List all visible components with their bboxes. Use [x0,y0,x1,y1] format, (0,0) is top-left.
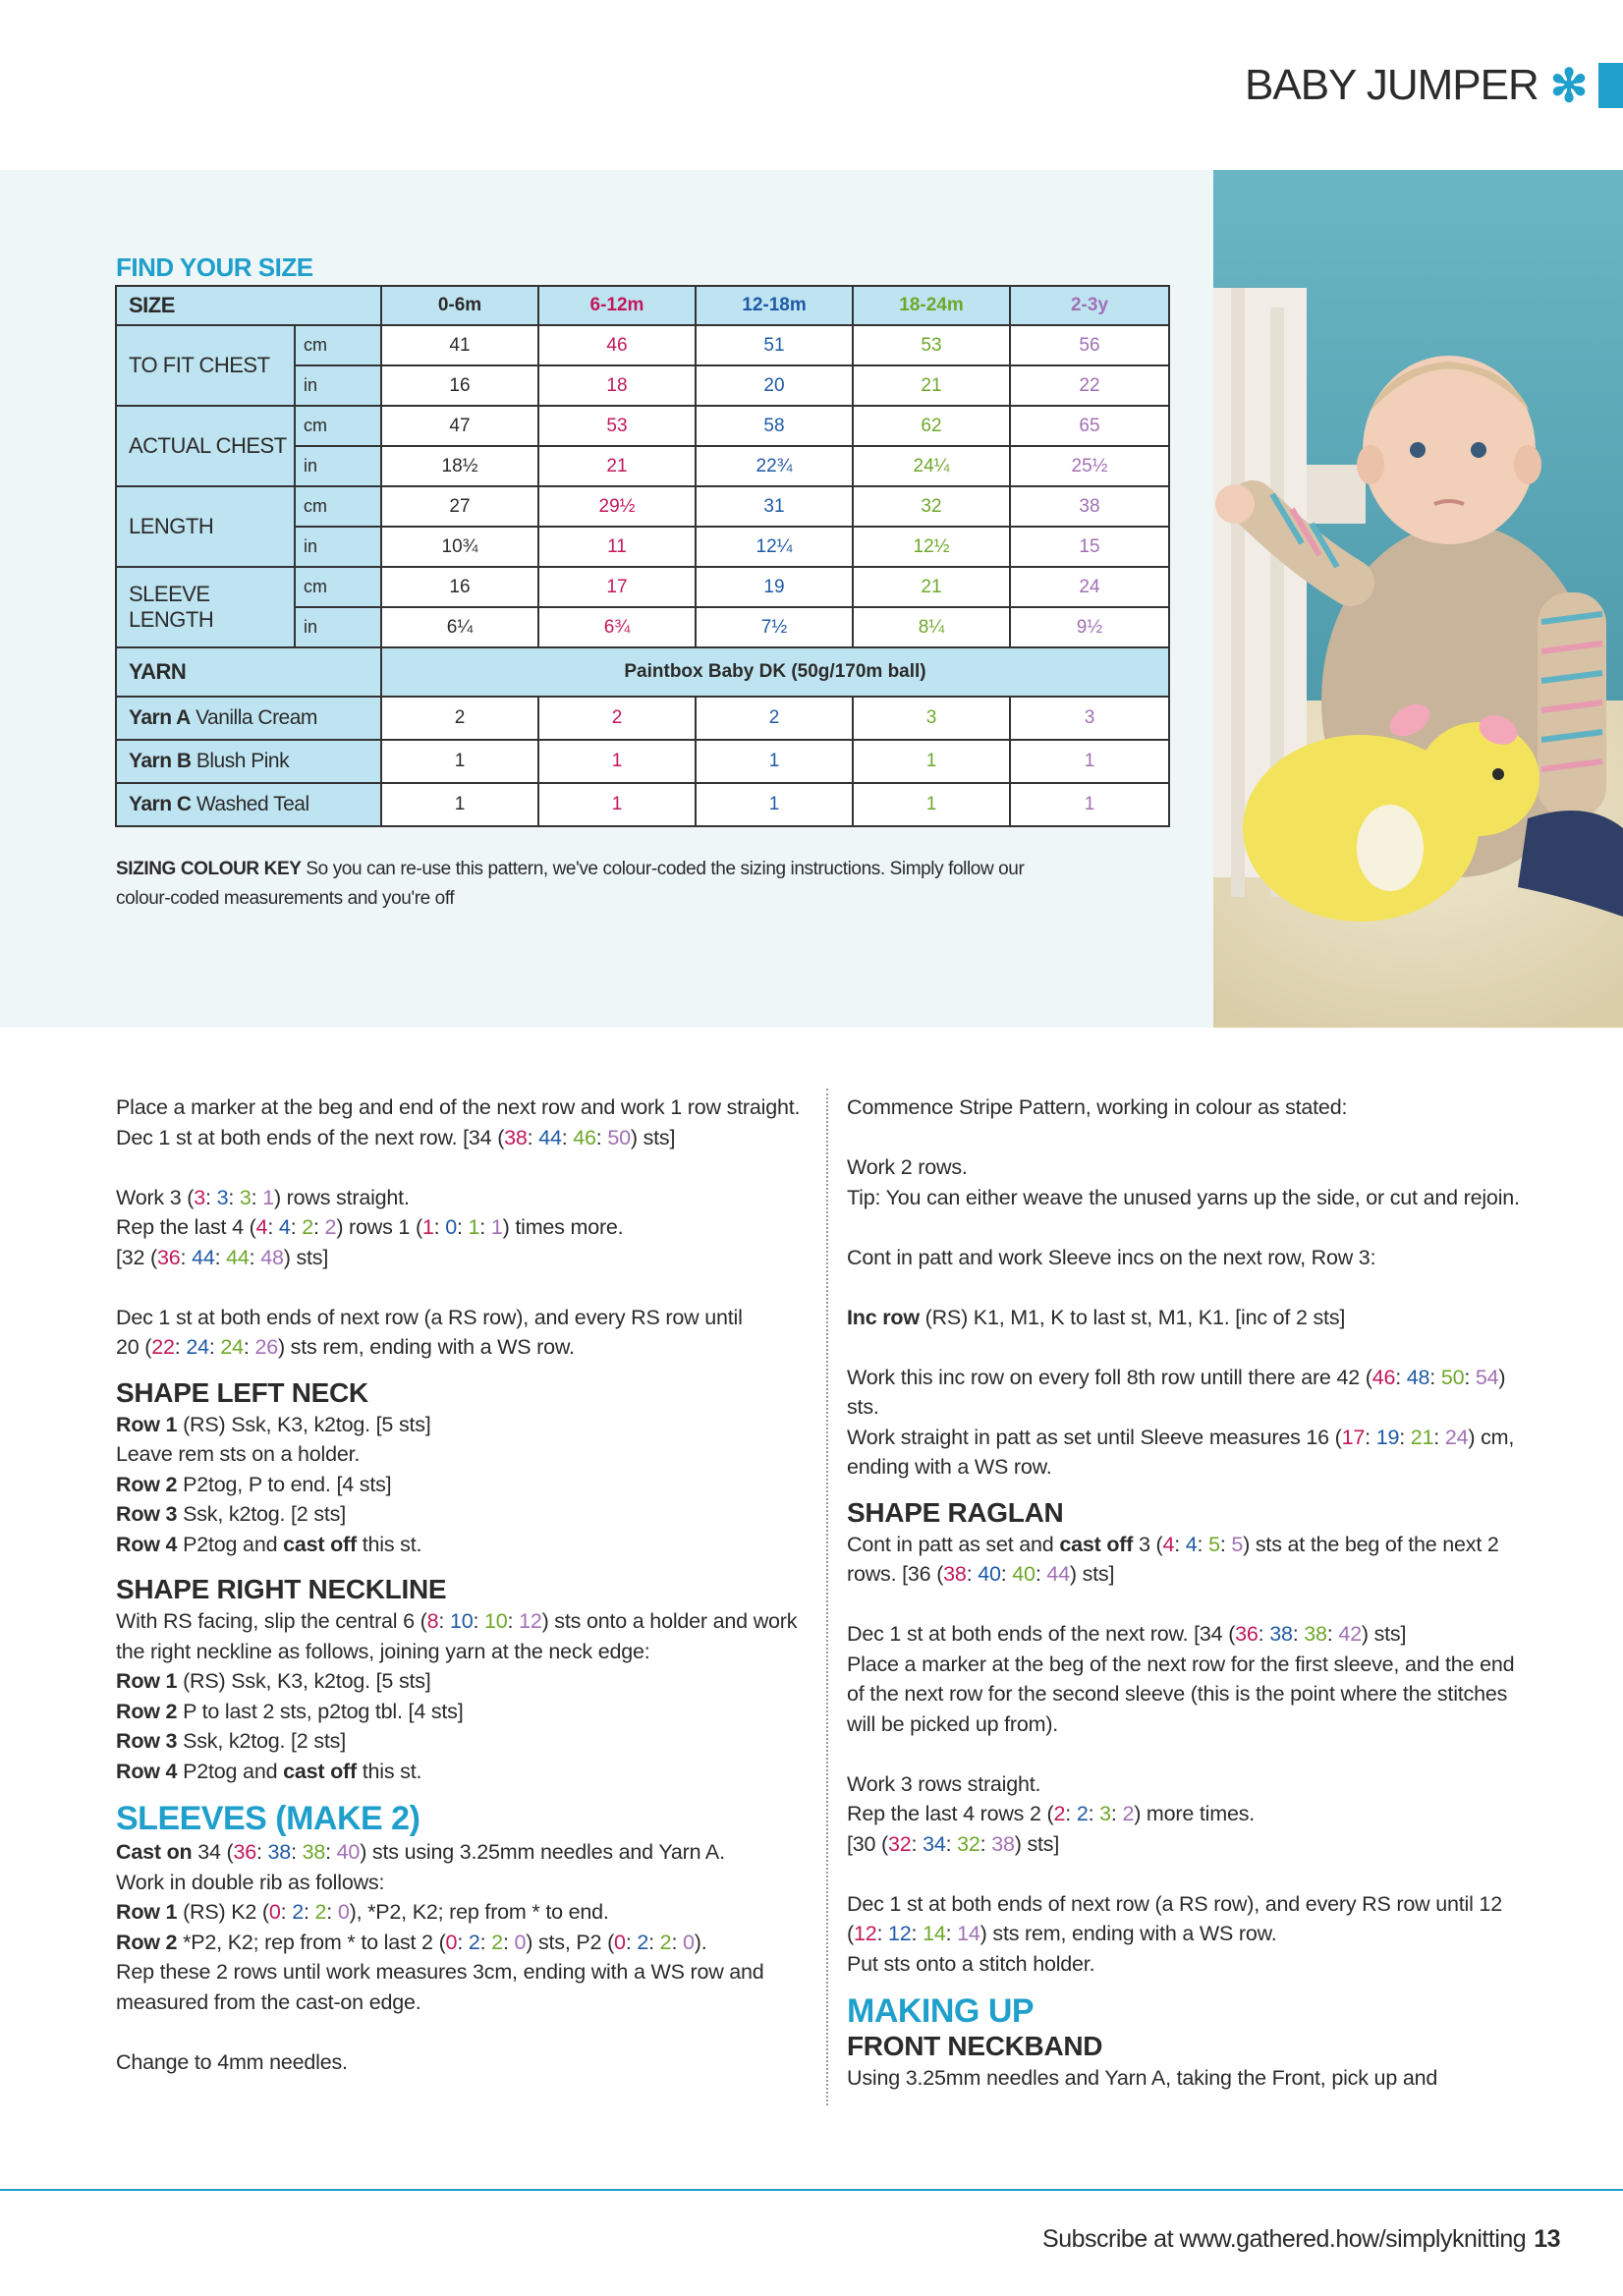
instruction-row: Row 2 P to last 2 sts, p2tog tbl. [4 sts] [116,1699,464,1723]
size-value: 2 [1076,1802,1089,1825]
table-cell: 1 [696,740,853,783]
table-cell: 15 [1010,527,1169,567]
size-value: 0 [682,1930,695,1954]
size-value: 22 [151,1335,175,1359]
table-cell: 1 [381,740,538,783]
size-value: 38 [943,1562,967,1586]
size-value: 50 [607,1125,631,1149]
table-cell: 2 [538,697,696,740]
size-value: 54 [1475,1365,1499,1389]
table-cell: 1 [381,783,538,826]
size-value: 8 [426,1609,439,1633]
size-column-header: 0-6m [381,286,538,325]
instruction-row: Inc row (RS) K1, M1, K to last st, M1, K1. [inc of 2 sts] [847,1305,1346,1329]
yarn-code: Yarn A [129,706,191,729]
size-value: 44 [1046,1562,1070,1586]
size-value: 44 [192,1245,215,1269]
table-cell: 29½ [538,486,696,527]
size-value: 38 [991,1831,1015,1856]
size-value: 44 [226,1245,250,1269]
page-title: BABY JUMPER [1245,61,1539,109]
size-value: 2 [324,1215,337,1239]
table-cell: 1 [1010,783,1169,826]
table-cell: 11 [538,527,696,567]
size-chart-title: FIND YOUR SIZE [116,252,313,282]
size-value: 1 [262,1185,274,1209]
yarn-name: Washed Teal [191,793,309,815]
size-sequence: 22: 24: 24: 26 [151,1335,278,1359]
size-sequence: 38: 40: 40: 44 [943,1562,1070,1586]
table-cell: 1 [853,783,1010,826]
size-value: 14 [957,1922,980,1945]
size-value: 42 [1338,1622,1362,1646]
page-number: 13 [1534,2225,1560,2253]
table-cell: 7½ [696,607,853,647]
size-value: 0 [268,1900,281,1924]
table-cell: 2 [696,697,853,740]
table-cell: 38 [1010,486,1169,527]
yarn-name: Vanilla Cream [190,706,317,729]
section-heading: SHAPE RAGLAN [847,1496,1064,1528]
table-cell: 2 [381,697,538,740]
sizing-colour-key [116,855,1079,914]
measurement-label: SLEEVE LENGTH [116,567,295,647]
size-sequence: 46: 48: 50: 54 [1371,1365,1499,1389]
paragraph: Cont in patt as set and cast off 3 (4: 4: 5: 5) sts at the beg of the next 2 rows. [36 (38: 40: 40: 44) sts] [847,1532,1499,1586]
table-cell: 53 [853,325,1010,365]
size-value: 21 [1410,1425,1434,1449]
section-heading: FRONT NECKBAND [847,2031,1103,2061]
size-value: 0 [337,1900,350,1924]
size-value: 38 [302,1840,326,1864]
size-value: 26 [254,1335,278,1359]
size-sequence: 1: 0: 1: 1 [421,1215,503,1239]
size-value: 17 [1341,1425,1366,1449]
table-cell: 16 [381,365,538,406]
tip-paragraph: Tip: You can either weave the unused yarns up the side, or cut and rejoin. [847,1185,1520,1209]
paragraph: Rep the last 4 (4: 4: 2: 2) rows 1 (1: 0: 1: 1) times more. [116,1215,624,1239]
size-header-label: SIZE [116,286,381,325]
paragraph: Using 3.25mm needles and Yarn A, taking the Front, pick up and [847,2066,1438,2090]
size-value: 2 [314,1900,327,1924]
footer-rule [0,2189,1623,2191]
size-value: 38 [267,1840,292,1864]
table-cell: 31 [696,486,853,527]
size-sequence: 12: 12: 14: 14 [853,1922,980,1945]
size-column-header: 12-18m [696,286,853,325]
table-cell: 51 [696,325,853,365]
yarn-header-label: YARN [116,647,381,697]
footer [1042,2225,1560,2254]
instruction-row: Cast on 34 (36: 38: 38: 40) sts using 3.25mm needles and Yarn A. [116,1840,725,1864]
yarn-label [116,697,381,740]
yarn-label [116,740,381,783]
table-cell: 58 [696,406,853,446]
table-cell: 1 [696,783,853,826]
size-value: 36 [1235,1622,1259,1646]
size-value: 40 [1012,1562,1035,1586]
size-value: 34 [923,1831,946,1856]
table-cell: 53 [538,406,696,446]
size-sequence: 4: 4: 5: 5 [1162,1532,1244,1556]
table-cell: 21 [853,567,1010,607]
table-cell: 18 [538,365,696,406]
left-column [116,1092,809,2077]
table-cell: 27 [381,486,538,527]
instruction-row: Row 1 (RS) Ssk, K3, k2tog. [5 sts] [116,1669,431,1693]
size-value: 1 [421,1215,434,1239]
size-value: 1 [490,1215,503,1239]
paragraph: Place a marker at the beg and end of the next row and work 1 row straight. [116,1095,801,1119]
size-value: 36 [233,1840,256,1864]
paragraph: With RS facing, slip the central 6 (8: 10: 10: 12) sts onto a holder and work the right neckline as follows, joining yarn at the neck edge: [116,1609,798,1663]
yarn-product: Paintbox Baby DK (50g/170m ball) [381,647,1169,697]
size-sequence: 2: 2: 3: 2 [1053,1802,1135,1825]
table-cell: 8¼ [853,607,1010,647]
table-cell: 9½ [1010,607,1169,647]
yarn-code: Yarn C [129,793,192,815]
table-cell: 21 [853,365,1010,406]
size-value: 24 [220,1335,244,1359]
size-value: 44 [538,1125,562,1149]
unit-cm: cm [295,567,381,607]
table-cell: 10¾ [381,527,538,567]
paragraph: Rep the last 4 rows 2 (2: 2: 3: 2) more times. [847,1802,1256,1825]
instruction-row: Row 3 Ssk, k2tog. [2 sts] [116,1729,346,1753]
unit-cm: cm [295,486,381,527]
paragraph: Work straight in patt as set until Sleeve measures 16 (17: 19: 21: 24) cm, ending with a WS row. [847,1425,1515,1479]
unit-in: in [295,365,381,406]
paragraph: Dec 1 st at both ends of next row (a RS row), and every RS row until [116,1305,743,1329]
size-value: 46 [573,1125,596,1149]
table-cell: 12¼ [696,527,853,567]
instruction-row: Row 3 Ssk, k2tog. [2 sts] [116,1502,346,1526]
size-value: 10 [484,1609,508,1633]
baby-photo-illustration [1213,170,1623,1028]
right-column [847,1092,1535,2094]
size-value: 38 [1304,1622,1327,1646]
size-value: 4 [1185,1532,1198,1556]
size-sequence: 38: 44: 46: 50 [504,1125,631,1149]
size-value: 40 [978,1562,1001,1586]
table-cell: 41 [381,325,538,365]
size-value: 14 [923,1922,946,1945]
size-sequence: 17: 19: 21: 24 [1341,1425,1469,1449]
size-sequence: 0: 2: 2: 0 [614,1930,695,1954]
yarn-name: Blush Pink [191,750,290,772]
table-cell: 22¾ [696,446,853,486]
table-cell: 21 [538,446,696,486]
asterisk-flower-icon: ✻ [1549,60,1589,111]
paragraph: Rep these 2 rows until work measures 3cm, ending with a WS row and measured from the cast-on edge. [116,1960,764,2014]
subscribe-link[interactable]: Subscribe at www.gathered.how/simplyknitting [1042,2225,1527,2253]
table-cell: 18½ [381,446,538,486]
size-value: 0 [445,1930,458,1954]
paragraph: 20 (22: 24: 24: 26) sts rem, ending with a WS row. [116,1335,575,1359]
size-value: 2 [1122,1802,1135,1825]
size-value: 12 [519,1609,542,1633]
paragraph: Work in double rib as follows: [116,1870,385,1894]
size-sequence: 36: 38: 38: 42 [1235,1622,1362,1646]
baby-photo [1213,170,1623,1028]
instruction-row: Row 2 *P2, K2; rep from * to last 2 (0: 2: 2: 0) sts, P2 (0: 2: 2: 0). [116,1930,707,1954]
size-sequence: 36: 38: 38: 40 [233,1840,361,1864]
header-title-box [1235,60,1598,111]
table-cell: 3 [1010,697,1169,740]
paragraph: Change to 4mm needles. [116,2049,348,2074]
paragraph: Commence Stripe Pattern, working in colour as stated: [847,1095,1348,1119]
size-sequence: 8: 10: 10: 12 [426,1609,542,1633]
section-heading: SHAPE LEFT NECK [116,1376,368,1408]
size-value: 46 [1371,1365,1396,1389]
instruction-row: Row 2 P2tog, P to end. [4 sts] [116,1472,392,1496]
size-value: 2 [292,1900,304,1924]
size-value: 2 [468,1930,480,1954]
unit-in: in [295,607,381,647]
size-value: 0 [445,1215,457,1239]
size-value: 5 [1208,1532,1220,1556]
size-value: 38 [1269,1622,1293,1646]
paragraph: Put sts onto a stitch holder. [847,1951,1095,1976]
section-heading: SHAPE RIGHT NECKLINE [116,1574,447,1604]
paragraph: [30 (32: 34: 32: 38) sts] [847,1831,1060,1856]
paragraph: Place a marker at the beg of the next row for the first sleeve, and the end of the next row for the second sleeve (this is the point where the stitches will be picked up from). [847,1652,1515,1736]
instruction-row: Row 1 (RS) K2 (0: 2: 2: 0), *P2, K2; rep from * to end. [116,1900,609,1924]
size-column-header: 2-3y [1010,286,1169,325]
size-value: 3 [194,1185,206,1209]
unit-in: in [295,446,381,486]
size-value: 48 [1406,1365,1430,1389]
table-cell: 1 [853,740,1010,783]
size-sequence: 4: 4: 2: 2 [255,1215,337,1239]
table-cell: 46 [538,325,696,365]
yarn-label [116,783,381,826]
instruction-row: Row 4 P2tog and cast off this st. [116,1759,422,1783]
section-heading-main: SLEEVES (MAKE 2) [116,1800,420,1837]
paragraph: Work 3 (3: 3: 3: 1) rows straight. [116,1185,410,1209]
measurement-label: ACTUAL CHEST [116,406,295,486]
table-cell: 47 [381,406,538,446]
size-value: 32 [888,1831,912,1856]
sizing-key-text: So you can re-use this pattern, we've colour-coded the sizing instructions. Simply follow our colour-coded measurements and you're off [116,859,1025,909]
size-value: 3 [216,1185,229,1209]
size-value: 36 [157,1245,181,1269]
table-cell: 17 [538,567,696,607]
instruction-row: Row 4 P2tog and cast off this st. [116,1532,422,1556]
table-cell: 24 [1010,567,1169,607]
size-sequence: 32: 34: 32: 38 [888,1831,1015,1856]
size-column-header: 18-24m [853,286,1010,325]
size-value: 2 [1053,1802,1066,1825]
table-cell: 3 [853,697,1010,740]
size-value: 1 [468,1215,480,1239]
paragraph: Dec 1 st at both ends of next row (a RS row), and every RS row until 12 (12: 12: 14: 14) sts rem, ending with a WS row. [847,1891,1502,1945]
size-value: 12 [853,1922,877,1945]
unit-cm: cm [295,325,381,365]
size-value: 3 [1099,1802,1111,1825]
paragraph: Dec 1 st at both ends of the next row. [34 (36: 38: 38: 42) sts] [847,1622,1407,1646]
table-cell: 65 [1010,406,1169,446]
table-cell: 56 [1010,325,1169,365]
measurement-label: TO FIT CHEST [116,325,295,406]
column-divider [826,1089,828,2105]
size-value: 2 [659,1930,672,1954]
table-cell: 1 [538,740,696,783]
sizing-key-label: SIZING COLOUR KEY [116,859,302,879]
paragraph: Dec 1 st at both ends of the next row. [34 (38: 44: 46: 50) sts] [116,1125,676,1149]
table-cell: 16 [381,567,538,607]
paragraph: Work this inc row on every foll 8th row untill there are 42 (46: 48: 50: 54) sts. [847,1365,1506,1419]
table-cell: 12½ [853,527,1010,567]
yarn-code: Yarn B [129,750,192,772]
table-cell: 62 [853,406,1010,446]
size-column-header: 6-12m [538,286,696,325]
section-heading-main: MAKING UP [847,1992,1035,2030]
size-value: 3 [239,1185,252,1209]
table-cell: 19 [696,567,853,607]
size-sequence: 0: 2: 2: 0 [268,1900,350,1924]
size-value: 32 [957,1831,980,1856]
size-sequence: 3: 3: 3: 1 [194,1185,274,1209]
table-cell: 1 [1010,740,1169,783]
unit-cm: cm [295,406,381,446]
table-cell: 22 [1010,365,1169,406]
table-cell: 6¼ [381,607,538,647]
size-value: 2 [637,1930,649,1954]
instruction-row: Row 1 (RS) Ssk, K3, k2tog. [5 sts] [116,1412,431,1436]
measurement-label: LENGTH [116,486,295,567]
paragraph: Work 3 rows straight. [847,1771,1041,1796]
table-cell: 24¼ [853,446,1010,486]
size-sequence: 36: 44: 44: 48 [157,1245,284,1269]
table-cell: 32 [853,486,1010,527]
paragraph: Leave rem sts on a holder. [116,1442,361,1466]
size-value: 0 [514,1930,527,1954]
table-cell: 6¾ [538,607,696,647]
size-value: 19 [1375,1425,1400,1449]
size-value: 4 [255,1215,268,1239]
table-cell: 20 [696,365,853,406]
paragraph: [32 (36: 44: 44: 48) sts] [116,1245,329,1269]
size-value: 2 [302,1215,313,1239]
table-cell: 1 [538,783,696,826]
size-sequence: 0: 2: 2: 0 [445,1930,527,1954]
paragraph: Cont in patt and work Sleeve incs on the next row, Row 3: [847,1245,1376,1269]
size-value: 4 [1162,1532,1175,1556]
size-value: 0 [614,1930,626,1954]
size-value: 50 [1440,1365,1465,1389]
table-cell: 25½ [1010,446,1169,486]
size-value: 24 [186,1335,209,1359]
size-value: 12 [888,1922,912,1945]
size-value: 2 [491,1930,503,1954]
unit-in: in [295,527,381,567]
size-value: 48 [260,1245,284,1269]
size-value: 5 [1231,1532,1244,1556]
size-value: 38 [504,1125,528,1149]
size-value: 24 [1444,1425,1469,1449]
size-value: 40 [336,1840,361,1864]
paragraph: Work 2 rows. [847,1155,968,1179]
size-value: 4 [278,1215,291,1239]
size-value: 10 [449,1609,474,1633]
size-table [115,285,1170,827]
